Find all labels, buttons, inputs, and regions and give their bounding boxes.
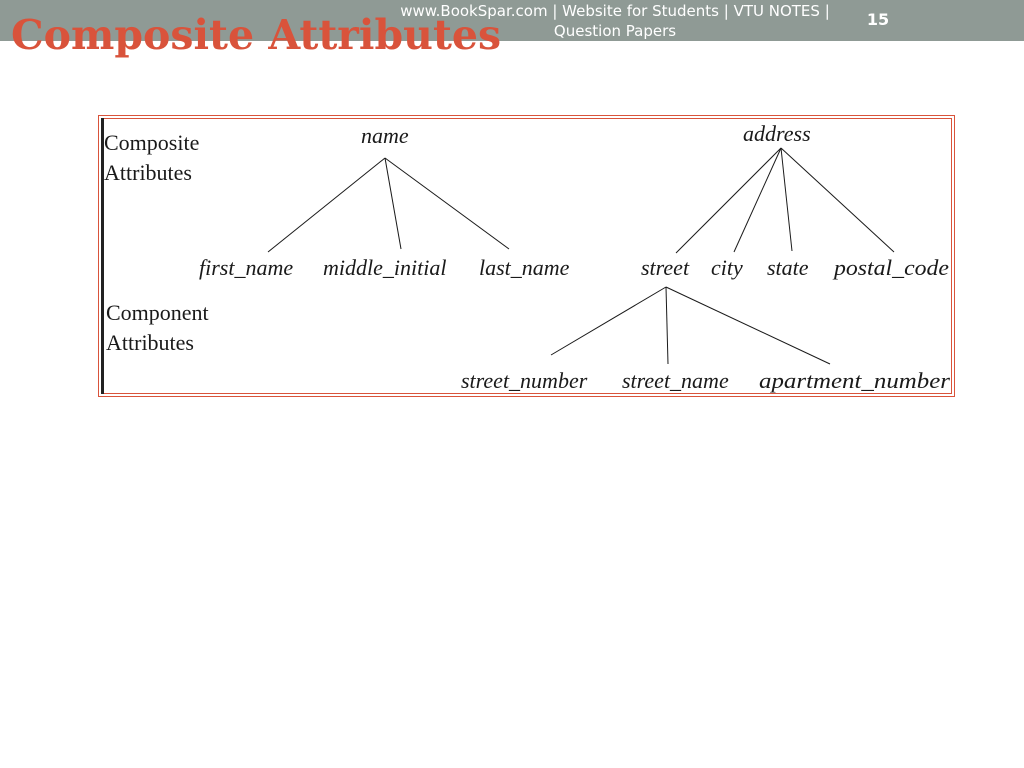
edge-name-last-name	[385, 158, 509, 249]
node-street-name: street_name	[622, 368, 729, 393]
node-middle-initial: middle_initial	[323, 255, 447, 280]
node-state: state	[767, 255, 809, 280]
composite-attributes-label-line1: Composite	[104, 130, 200, 155]
edge-address-city	[734, 148, 781, 252]
node-name: name	[361, 123, 409, 148]
edge-address-postal-code	[781, 148, 894, 252]
node-last-name: last_name	[479, 255, 570, 280]
component-attributes-label-line1: Component	[106, 300, 209, 325]
component-attributes-label-line2: Attributes	[106, 330, 194, 355]
node-postal-code: postal_code	[831, 255, 950, 280]
node-street-number: street_number	[461, 368, 588, 393]
edge-address-street	[676, 148, 781, 253]
node-first-name: first_name	[199, 255, 294, 280]
node-street: street	[641, 255, 690, 280]
edge-street-street-name	[666, 287, 668, 364]
edge-name-middle-initial	[385, 158, 401, 249]
slide-number: 15	[866, 10, 890, 29]
node-apartment-number: apartment_number	[759, 368, 951, 393]
edge-name-first-name	[268, 158, 385, 252]
slide-title: Composite Attributes	[11, 11, 502, 59]
header-website-text: www.BookSpar.com | Website for Students | VTU NOTES | Question Papers	[400, 2, 830, 40]
node-city: city	[711, 255, 743, 280]
node-address: address	[743, 121, 811, 146]
edge-street-apartment-number	[666, 287, 830, 364]
edge-street-street-number	[551, 287, 666, 355]
edge-address-state	[781, 148, 792, 251]
composite-attributes-label-line2: Attributes	[104, 160, 192, 185]
